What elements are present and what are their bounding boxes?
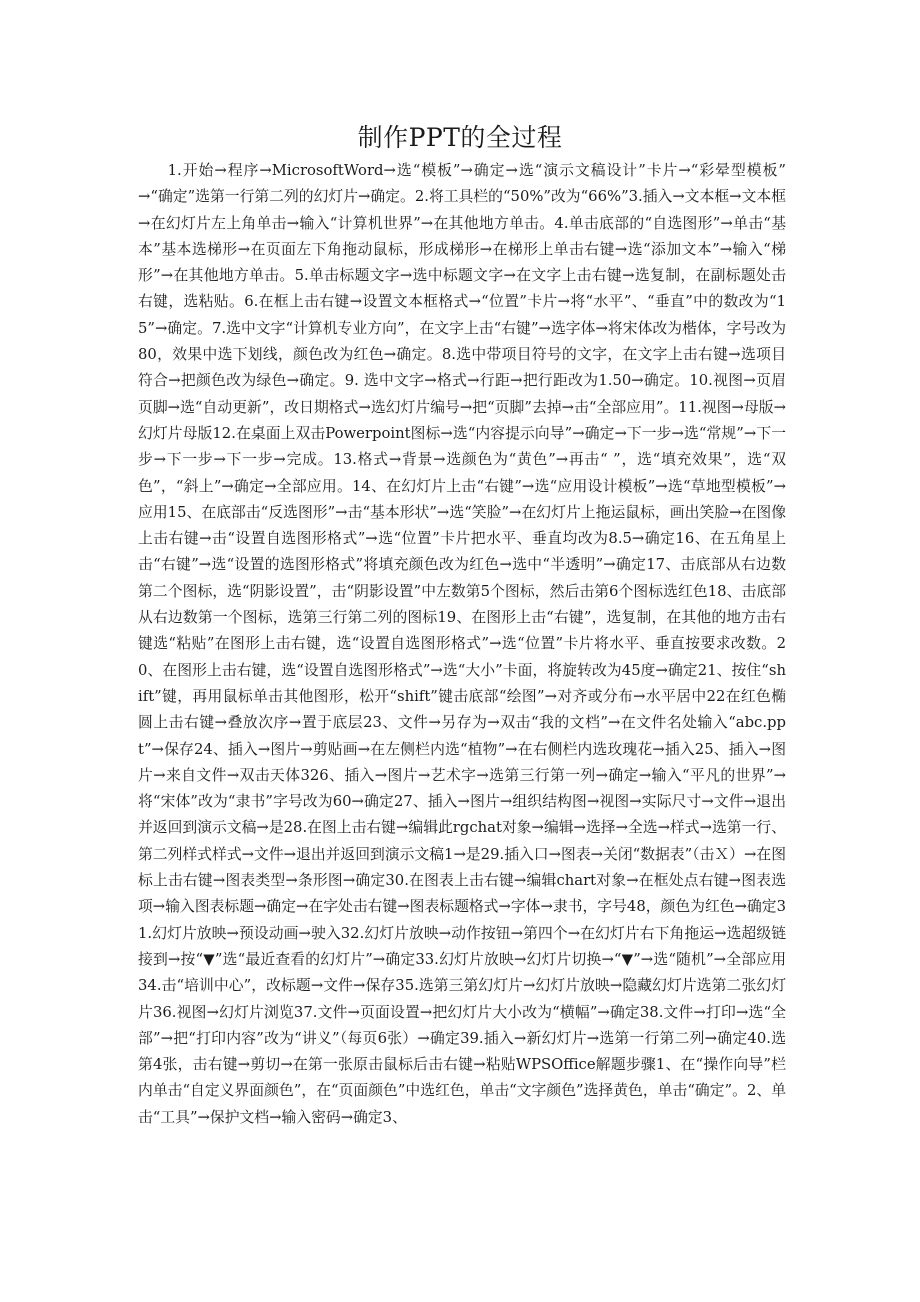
- document-title: 制作PPT的全过程: [357, 123, 563, 152]
- document-body-text: 1.开始→程序→MicrosoftWord→选“模板”→确定→选“演示文稿设计”卡片→“彩晕型模板” →“确定”选第一行第二列的幻灯片→确定。2.将工具栏的“50%”改为“66%”3.插入→文本框→文本框→在幻灯片左上角单击→输入“计算机世界”→在其他地方单击。4.单击底部的“自选图形”→单击“基本”基本选梯形→在页面左下角拖动鼠标，形成梯形→在梯形上单击右键→选“添加文本”→输入“梯形”→在其他地方单击。5.单击标题文字→选中标题文字→在文字上击右键→选复制，在副标题处击右键，选粘贴。6.在框上击右键→设置文本框格式→“位置”卡片→将“水平”、“垂直”中的数改为“15”→确定。7.选中文字“计算机专业方向”，在文字上击“右键”→选字体→将宋体改为楷体，字号改为80，效果中选下划线，颜色改为红色→确定。8.选中带项目符号的文字，在文字上击右键→选项目符合→把颜色改为绿色→确定。9. 选中文字→格式→行距→把行距改为1.50→确定。10.视图→页眉页脚→选“自动更新”，改日期格式→选幻灯片编号→把“页脚”去掉→击“全部应用”。11.视图→母版→幻灯片母版12.在桌面上双击Powerpoint图标→选“内容提示向导”→确定→下一步→选“常规”→下一步→下一步→下一步→完成。13.格式→背景→选颜色为“黄色”→再击“ ”，选“填充效果”，选“双色”，“斜上”→确定→全部应用。14、在幻灯片上击“右键”→选“应用设计模板”→选“草地型模板”→应用15、在底部击“反选图形”→击“基本形状”→选“笑脸”→在幻灯片上拖运鼠标，画出笑脸→在图像上击右键→击“设置自选图形格式”→选“位置”卡片把水平、垂直均改为8.5→确定16、在五角星上击“右键”→选“设置的选图形格式”将填充颜色改为红色→选中“半透明”→确定17、击底部从右边数第二个图标，选“阴影设置”，击“阴影设置”中左数第5个图标，然后击第6个图标选红色18、击底部从右边数第一个图标，选第三行第二列的图标19、在图形上击“右键”，选复制，在其他的地方击右键选“粘贴”在图形上击右键，选“设置自选图形格式”→选“位置”卡片将水平、垂直按要求改数。20、在图形上击右键，选“设置自选图形格式”→选“大小”卡面，将旋转改为45度→确定21、按住“shift”键，再用鼠标单击其他图形，松开“shift”键击底部“绘图”→对齐或分布→水平居中22在红色椭圆上击右键→叠放次序→置于底层23、文件→另存为→双击“我的文档”→在文件名处输入“abc.ppt”→保存24、插入→图片→剪贴画→在左侧栏内选“植物”→在右侧栏内选玫瑰花→插入25、插入→图片→来自文件→双击天体326、插入→图片→艺术字→选第三行第一列→确定→输入“平凡的世界”→将“宋体”改为“隶书”字号改为60→确定27、插入→图片→组织结构图→视图→实际尺寸→文件→退出并返回到演示文稿→是28.在图上击右键→编辑此rgchat对象→编辑→选择→全选→样式→选第一行、第二列样式样式→文件→退出并返回到演示文稿1→是29.插入口→图表→关闭“数据表”（击Ｘ）→在图标上击右键→图表类型→条形图→确定30.在图表上击右键→编辑chart对象→在框处点右键→图表选项→输入图表标题→确定→在字处击右键→图表标题格式→字体→隶书，字号48，颜色为红色→确定31.幻灯片放映→预设动画→驶入32.幻灯片放映→动作按钮→第四个→在幻灯片右下角拖运→选超级链接到→按“▼”选“最近查看的幻灯片”→确定33.幻灯片放映→幻灯片切换→“▼”→选“随机”→全部应用34.击“培训中心”，改标题→文件→保存35.选第三第幻灯片→幻灯片放映→隐藏幻灯片选第二张幻灯片36.视图→幻灯片浏览37.文件→页面设置→把幻灯片大小改为“横幅”→确定38.文件→打印→选“全部”→把“打印内容”改为“讲义”（每页6张）→确定39.插入→新幻灯片→选第一行第二列→确定40.选第4张，击右键→剪切→在第一张原击鼠标后击右键→粘贴WPSOffice解题步骤1、在“操作向导”栏内单击“自定义界面颜色”，在“页面颜色”中选红色，单击“文字颜色”选择黄色，单击“确定”。2、单击“工具”→保护文档→输入密码→确定3、: [138, 162, 786, 1126]
